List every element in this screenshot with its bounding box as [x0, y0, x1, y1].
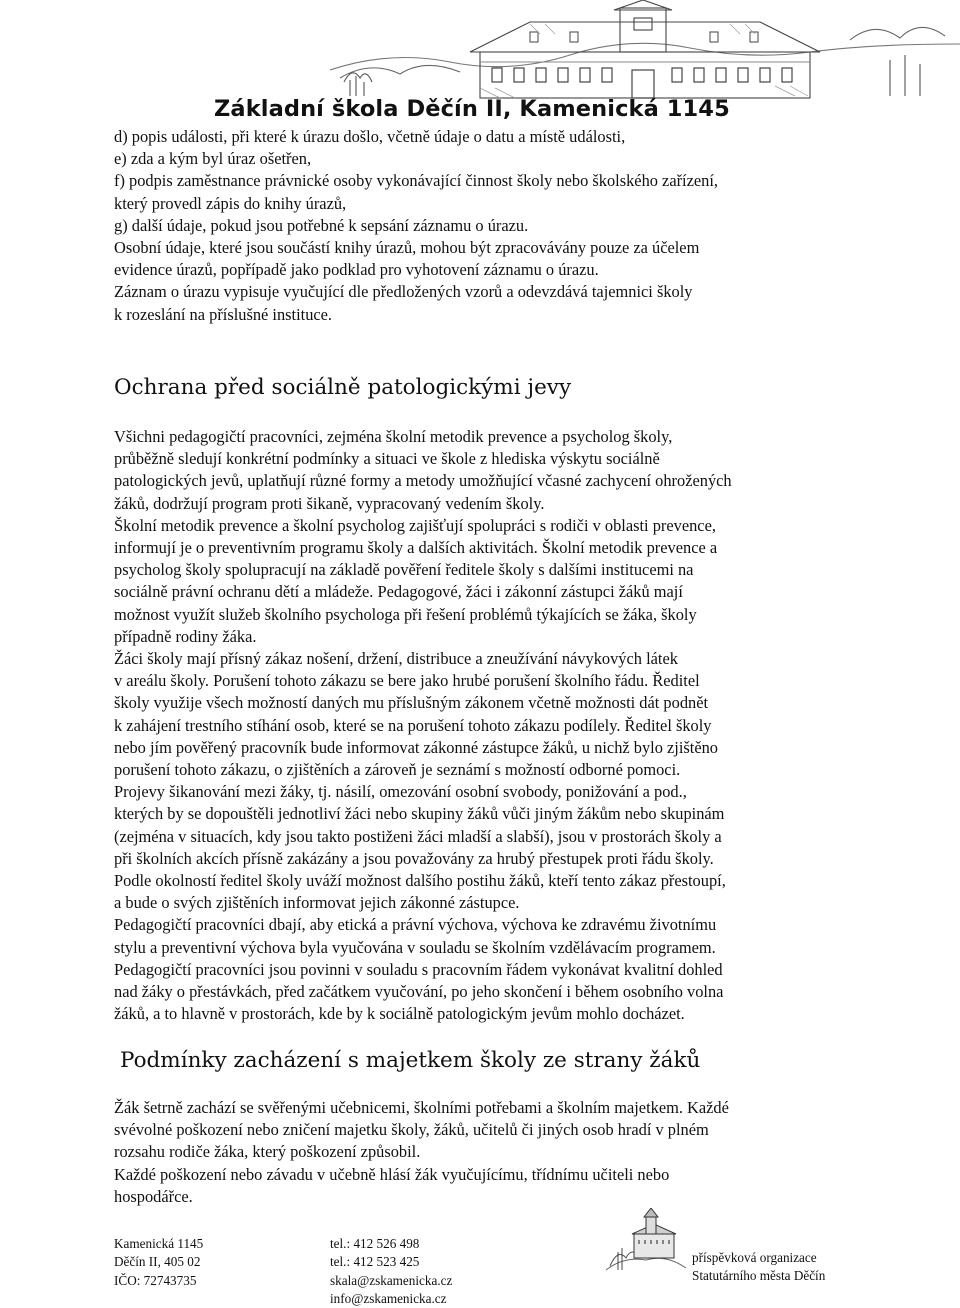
text-line: Pedagogičtí pracovníci dbají, aby etická a právní výchova, výchova ke zdravému životnímu [114, 915, 717, 935]
text-line: kterých by se dopouštěli jednotliví žáci nebo skupiny žáků vůči jiným žákům nebo skupinám [114, 804, 725, 824]
text-line: patologických jevů, uplatňují různé formy a metody umožňující včasné zachycení ohrožených [114, 471, 732, 491]
text-line: stylu a preventivní výchova byla vyučována v souladu se školním vzdělávacím programem. [114, 937, 716, 957]
text-line: k zahájení trestního stíhání osob, které se na porušení tohoto zákazu podílely. Ředitel školy [114, 715, 712, 735]
text-line: psycholog školy spolupracují na základě pověření ředitele školy s dalšími institucemi na [114, 560, 694, 580]
text-line: rozsahu rodiče žáka, který poškození způsobil. [114, 1142, 421, 1162]
footer-organization [692, 1249, 825, 1286]
text-line: g) další údaje, pokud jsou potřebné k sepsání záznamu o úrazu. [114, 215, 529, 235]
pathology-heading: Ochrana před sociálně patologickými jevy [114, 375, 572, 400]
property-heading: Podmínky zacházení s majetkem školy ze strany žáků [120, 1048, 701, 1073]
text-line: Školní metodik prevence a školní psycholog zajišťují spolupráci s rodiči v oblasti prevence, [114, 515, 716, 535]
footer-org-type: příspěvková organizace [692, 1250, 817, 1265]
text-line: Žáci školy mají přísný zákaz nošení, držení, distribuce a zneužívání návykových látek [114, 649, 678, 669]
text-line: průběžně sledují konkrétní podmínky a situaci ve škole z hlediska výskytu sociálně [114, 449, 660, 469]
text-line: k rozeslání na příslušné instituce. [114, 304, 333, 324]
text-line: hospodářce. [114, 1186, 193, 1206]
text-line: nebo jím pověřený pracovník bude informovat zákonné zástupce žáků, u nichž bylo zjištěno [114, 737, 718, 757]
text-line: a bude o svých zjištěních informovat jejich zákonné zástupce. [114, 893, 520, 913]
footer-email-skala[interactable]: skala@zskamenicka.cz [330, 1272, 453, 1288]
school-building-sketch [330, 0, 960, 102]
text-line: možnost využít služeb školního psychologa při řešení problémů týkajících se žáka, školy [114, 604, 697, 624]
text-line: Osobní údaje, které jsou součástí knihy úrazů, mohou být zpracovávány pouze za účelem [114, 238, 700, 258]
text-line: při školních akcích přísně zakázány a jsou považovány za hrubý přestupek proti řádu školy. [114, 848, 714, 868]
text-line: nad žáky o přestávkách, před začátkem vyučování, po jeho skončení i během osobního volna [114, 982, 724, 1002]
text-line: d) popis události, při které k úrazu došlo, včetně údaje o datu a místě události, [114, 127, 626, 146]
footer-phone-1: tel.: 412 526 498 [330, 1236, 420, 1251]
text-line: Podle okolností ředitel školy uváží možnost dalšího postihu žáků, kteří tento zákaz přestoupí, [114, 871, 726, 891]
text-line: případně rodiny žáka. [114, 626, 257, 646]
text-line: evidence úrazů, popřípadě jako podklad pro vyhotovení záznamu o úrazu. [114, 260, 599, 280]
text-line: žáků, a to hlavně v prostorách, kde by k sociálně patologickým jevům mohlo docházet. [114, 1004, 685, 1024]
text-line: e) zda a kým byl úraz ošetřen, [114, 149, 312, 169]
pathology-section [114, 426, 854, 1025]
footer-ico: IČO: 72743735 [114, 1272, 197, 1288]
text-line: který provedl zápis do knihy úrazů, [114, 193, 347, 213]
castle-logo-icon [604, 1208, 688, 1272]
text-line: sociálně právní ochranu dětí a mládeže. Pedagogové, žáci i zákonní zástupci žáků mají [114, 582, 683, 602]
text-line: Projevy šikanování mezi žáky, tj. násilí, omezování osobní svobody, ponižování a pod., [114, 782, 687, 802]
footer-street: Kamenická 1145 [114, 1236, 204, 1251]
text-line: porušení tohoto zákazu, o zjištěních a zároveň je seznámí s možností odborné pomoci. [114, 760, 681, 780]
text-line: žáků, dodržují program proti šikaně, vypracovaný vedením školy. [114, 493, 545, 513]
footer-phone-2: tel.: 412 523 425 [330, 1254, 420, 1270]
text-line: (zejména v situacích, kdy jsou takto postiženi žáci mladší a slabší), jsou v prostorách školy a [114, 826, 722, 846]
text-line: školy využije všech možností daných mu příslušným zákonem včetně možnosti dát podnět [114, 693, 709, 713]
property-section [114, 1097, 854, 1208]
injury-record-section [114, 126, 854, 326]
footer-contacts [330, 1235, 452, 1308]
footer-org-owner: Statutárního města Děčín [692, 1268, 826, 1284]
text-line: Záznam o úrazu vypisuje vyučující dle předložených vzorů a odevzdává tajemnici školy [114, 282, 693, 302]
text-line: Pedagogičtí pracovníci jsou povinni v souladu s pracovním řádem vykonávat kvalitní dohled [114, 959, 723, 979]
footer-address [114, 1235, 203, 1290]
text-line: informují je o preventivním programu školy a dalších aktivitách. Školní metodik prevence a [114, 538, 718, 558]
school-name-title: Základní škola Děčín II, Kamenická 1145 [214, 96, 730, 122]
text-line: Všichni pedagogičtí pracovníci, zejména školní metodik prevence a psycholog školy, [114, 427, 673, 446]
text-line: Každé poškození nebo závadu v učebně hlásí žák vyučujícímu, třídnímu učiteli nebo [114, 1164, 670, 1184]
text-line: Žák šetrně zachází se svěřenými učebnicemi, školními potřebami a školním majetkem. Každé [114, 1098, 729, 1117]
footer-email-info[interactable]: info@zskamenicka.cz [330, 1290, 447, 1306]
footer-city: Děčín II, 405 02 [114, 1254, 201, 1270]
text-line: f) podpis zaměstnance právnické osoby vykonávající činnost školy nebo školského zařízení, [114, 171, 719, 191]
text-line: v areálu školy. Porušení tohoto zákazu se bere jako hrubé porušení školního řádu. Ředitel [114, 671, 700, 691]
text-line: svévolné poškození nebo zničení majetku školy, žáků, učitelů či jiných osob hradí v plném [114, 1120, 709, 1140]
